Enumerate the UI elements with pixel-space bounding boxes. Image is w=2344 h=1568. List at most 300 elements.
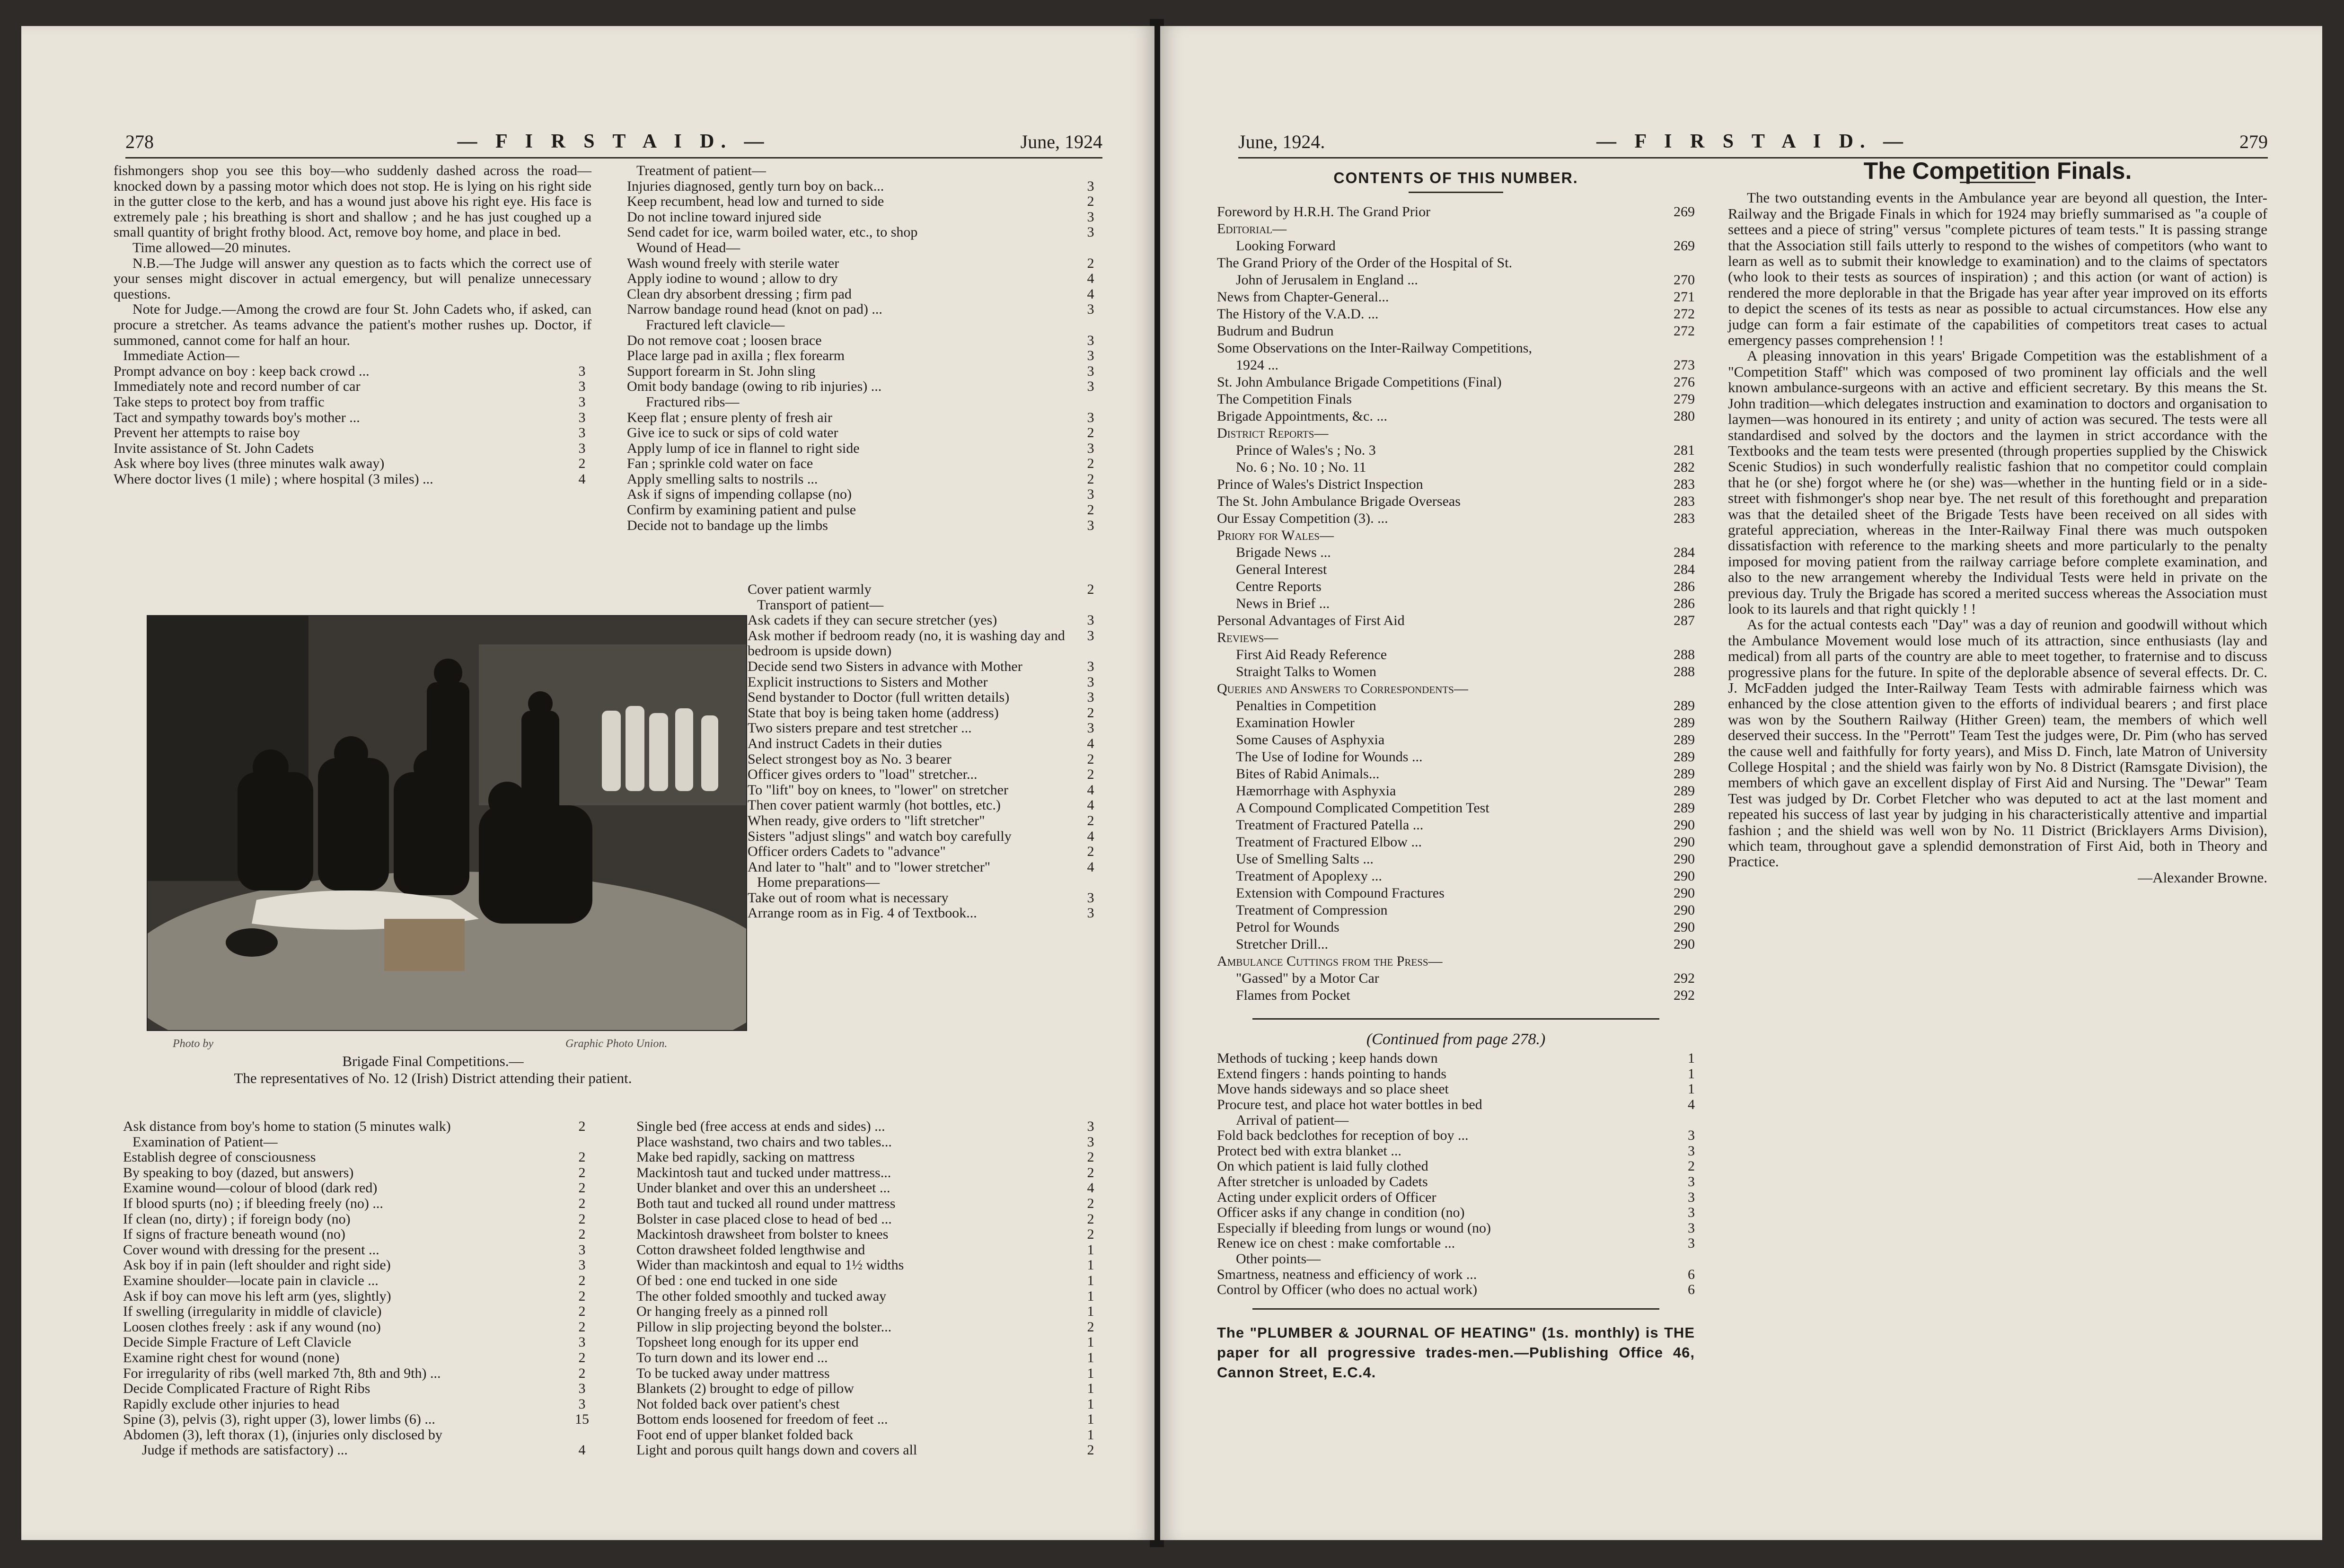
treatment-mark: 3 xyxy=(1087,487,1094,502)
treatment-text: Do not remove coat ; loosen brace xyxy=(627,333,822,348)
divider-rule xyxy=(1252,1018,1659,1020)
treatment-list xyxy=(627,163,1100,533)
continued-mark: 2 xyxy=(1688,1159,1695,1174)
contents-page: 269 xyxy=(1674,238,1695,254)
contents-item xyxy=(1217,272,1695,289)
contents-item xyxy=(1217,731,1695,749)
exam-item xyxy=(123,1289,591,1304)
bed-text: Or hanging freely as a pinned roll xyxy=(636,1304,828,1320)
transport-text: Explicit instructions to Sisters and Mother xyxy=(748,674,988,690)
continued-mark: 3 xyxy=(1688,1205,1695,1221)
transport-item xyxy=(748,875,1100,890)
time-allowed: Time allowed—20 minutes. xyxy=(132,239,291,255)
contents-item xyxy=(1217,885,1695,902)
bed-text: Under blanket and over this an undersheet ... xyxy=(636,1180,890,1196)
exam-mark: 2 xyxy=(578,1319,586,1335)
bed-text: To be tucked away under mattress xyxy=(636,1365,830,1381)
contents-page: 290 xyxy=(1674,936,1695,952)
action-mark: 3 xyxy=(578,440,586,456)
contents-text: Examination Howler xyxy=(1236,714,1355,731)
contents-text: First Aid Ready Reference xyxy=(1236,646,1387,662)
contents-page: 290 xyxy=(1674,851,1695,867)
exam-mark: 3 xyxy=(578,1242,586,1258)
transport-mark: 3 xyxy=(1087,690,1094,705)
exam-text: Decide Complicated Fracture of Right Ribs xyxy=(123,1381,370,1397)
plumber-journal-advert: The "PLUMBER & JOURNAL OF HEATING" (1s. monthly) is THE paper for all progressive trades-men.—Publishing Office 46, Cannon Street, E.C.4. xyxy=(1217,1324,1695,1381)
bed-text: Cotton drawsheet folded lengthwise and xyxy=(636,1242,865,1258)
contents-page: 289 xyxy=(1674,697,1695,714)
exam-mark: 2 xyxy=(578,1211,586,1227)
contents-text: Extension with Compound Fractures xyxy=(1236,885,1445,901)
transport-text: Decide send two Sisters in advance with Mother xyxy=(748,659,1022,674)
transport-mark: 4 xyxy=(1087,782,1094,798)
continued-item xyxy=(1217,1251,1695,1267)
issue-date: June, 1924 xyxy=(1020,131,1102,152)
contents-text: Prince of Wales's District Inspection xyxy=(1217,476,1423,492)
bed-item xyxy=(636,1150,1100,1165)
contents-text: Reviews— xyxy=(1217,629,1278,645)
continued-mark: 3 xyxy=(1688,1220,1695,1236)
bed-mark: 2 xyxy=(1087,1227,1094,1242)
photo-caption xyxy=(116,1053,750,1087)
transport-item xyxy=(748,844,1100,860)
contents-text: Ambulance Cuttings from the Press— xyxy=(1217,953,1443,969)
bed-item xyxy=(636,1381,1100,1397)
continued-item xyxy=(1217,1051,1695,1066)
page-number: 279 xyxy=(2239,131,2268,152)
contents-page: 290 xyxy=(1674,834,1695,850)
action-text: Tact and sympathy towards boy's mother ... xyxy=(114,410,360,425)
bed-item xyxy=(636,1304,1100,1320)
continued-mark: 3 xyxy=(1688,1128,1695,1144)
exam-mark: 2 xyxy=(578,1196,586,1211)
contents-item xyxy=(1217,578,1695,595)
bed-preparation-list xyxy=(636,1119,1100,1458)
contents-text: District Reports— xyxy=(1217,425,1329,441)
transport-mark: 2 xyxy=(1087,751,1094,767)
transport-item xyxy=(748,613,1100,628)
photo-credit-right: Graphic Photo Union. xyxy=(565,1038,668,1050)
treatment-text: Fractured ribs— xyxy=(646,394,740,410)
bed-mark: 1 xyxy=(1087,1365,1094,1381)
action-mark: 3 xyxy=(578,410,586,425)
contents-text: Prince of Wales's ; No. 3 xyxy=(1236,442,1376,458)
contents-item xyxy=(1217,442,1695,459)
exam-item xyxy=(123,1397,591,1412)
exam-item xyxy=(123,1258,591,1273)
bed-text: Of bed : one end tucked in one side xyxy=(636,1273,837,1288)
contents-item xyxy=(1217,306,1695,323)
bed-mark: 2 xyxy=(1087,1211,1094,1227)
treatment-text: Fan ; sprinkle cold water on face xyxy=(627,456,813,472)
left-page-header xyxy=(125,111,1102,159)
contents-page: 273 xyxy=(1674,357,1695,373)
bed-item xyxy=(636,1412,1100,1427)
contents-text: The Use of Iodine for Wounds ... xyxy=(1236,749,1423,765)
treatment-item xyxy=(627,317,1100,333)
contents-text: Flames from Pocket xyxy=(1236,987,1350,1003)
action-item xyxy=(114,441,591,457)
contents-item xyxy=(1217,561,1695,578)
bed-mark: 1 xyxy=(1087,1350,1094,1365)
exam-mark: 2 xyxy=(578,1365,586,1381)
left-column-upper xyxy=(114,163,591,487)
left-page xyxy=(21,26,1154,1540)
action-text: Prevent her attempts to raise boy xyxy=(114,425,300,441)
contents-page: 292 xyxy=(1674,987,1695,1003)
transport-mark: 3 xyxy=(1087,659,1094,674)
contents-item xyxy=(1217,970,1695,987)
contents-page: 283 xyxy=(1674,476,1695,492)
contents-item xyxy=(1217,936,1695,953)
contents-page: 290 xyxy=(1674,919,1695,935)
contents-page: 288 xyxy=(1674,663,1695,679)
treatment-item xyxy=(627,518,1100,534)
contents-page: 271 xyxy=(1674,289,1695,305)
bed-text: Mackintosh taut and tucked under mattress... xyxy=(636,1165,891,1180)
caption-line-2: The representatives of No. 12 (Irish) District attending their patient. xyxy=(234,1070,632,1086)
transport-mark: 4 xyxy=(1087,859,1094,875)
exam-item xyxy=(123,1135,591,1150)
article-column xyxy=(1728,158,2267,886)
contents-text: Some Causes of Asphyxia xyxy=(1236,731,1385,748)
continued-item xyxy=(1217,1113,1695,1128)
article-paragraph: As for the actual contests each "Day" was a day of reunion and goodwill without which the Ambulance Movement would lose much of its attraction, since enthusiasts (lay and medical) from all parts of the country are able to meet together, to fraternise and to discuss progressive plans for the future. In spite of the deplorable absence of several effects. Dr. C. J. McFadden judged the Inter-Railway Team Tests with admirable fairness which was enhanced by the close attention given to the efforts of individual bearers ; and first place was won by the Southern Railway (Hither Green) team, the members of which well deserved their success. In the "Perrott" Team Test the judges were, Dr. Pim (who has served the cause well and faithfully for forty years), and Miss D. Finch, late Matron of University College Hospital ; and the shield was fairly won by No. 8 District (Ramsgate Division), the members of which gave an excellent display of First Aid and Nursing. The "Dewar" Team Test was judged by Dr. Corbet Fletcher who was deputed to act at the last moment and repeated his success of last year by judging in his characteristically attentive and impartial fashion ; and the shield was well won by No. 11 District (Bricklayers Arms Division), which team, throughout gave a splendid demonstration of First Aid, both in Theory and Practice. xyxy=(1728,616,2267,870)
treatment-text: Keep recumbent, head low and turned to side xyxy=(627,194,884,210)
exam-item xyxy=(123,1366,591,1382)
transport-item xyxy=(748,705,1100,721)
journal-title: — F I R S T A I D. — xyxy=(1596,131,1910,152)
bed-text: Both taut and tucked all round under mattress xyxy=(636,1196,896,1211)
continued-text: Acting under explicit orders of Officer xyxy=(1217,1189,1436,1205)
contents-page: 280 xyxy=(1674,408,1695,424)
transport-text: And later to "halt" and to "lower stretcher" xyxy=(748,859,990,875)
treatment-text: Injuries diagnosed, gently turn boy on back... xyxy=(627,178,884,194)
treatment-item xyxy=(627,256,1100,272)
bed-mark: 1 xyxy=(1087,1304,1094,1320)
bed-text: Wider than mackintosh and equal to 1½ widths xyxy=(636,1258,904,1273)
treatment-mark: 4 xyxy=(1087,286,1094,302)
bed-text: Mackintosh drawsheet from bolster to knees xyxy=(636,1227,889,1242)
contents-item xyxy=(1217,493,1695,510)
contents-item xyxy=(1217,749,1695,766)
bed-mark: 3 xyxy=(1087,1119,1094,1134)
transport-mark: 2 xyxy=(1087,844,1094,860)
bed-mark: 1 xyxy=(1087,1242,1094,1258)
contents-text: "Gassed" by a Motor Car xyxy=(1236,970,1379,986)
continued-mark: 3 xyxy=(1688,1189,1695,1205)
exam-mark: 2 xyxy=(578,1180,586,1196)
continued-mark: 4 xyxy=(1688,1097,1695,1112)
photo-credit-left: Photo by xyxy=(173,1038,213,1050)
bed-item xyxy=(636,1196,1100,1212)
contents-page: 283 xyxy=(1674,510,1695,526)
contents-item xyxy=(1217,357,1695,374)
contents-text: Brigade News ... xyxy=(1236,544,1331,560)
contents-text: 1924 ... xyxy=(1236,357,1278,373)
treatment-item xyxy=(627,210,1100,225)
photo-illustration xyxy=(148,616,746,1030)
contents-item xyxy=(1217,851,1695,868)
bed-mark: 1 xyxy=(1087,1381,1094,1397)
treatment-item xyxy=(627,179,1100,194)
contents-text: Stretcher Drill... xyxy=(1236,936,1328,952)
bed-mark: 1 xyxy=(1087,1412,1094,1427)
contents-text: Foreword by H.R.H. The Grand Prior xyxy=(1217,203,1431,220)
exam-text: If clean (no, dirty) ; if foreign body (no) xyxy=(123,1211,351,1227)
contents-item xyxy=(1217,646,1695,663)
issue-date: June, 1924. xyxy=(1238,131,1325,152)
contents-page: 289 xyxy=(1674,731,1695,748)
transport-item xyxy=(748,628,1100,659)
contents-item xyxy=(1217,800,1695,817)
treatment-item xyxy=(627,425,1100,441)
treatment-mark: 2 xyxy=(1087,255,1094,271)
bed-text: Light and porous quilt hangs down and covers all xyxy=(636,1443,917,1458)
transport-mark: 4 xyxy=(1087,736,1094,751)
continued-text: Control by Officer (who does no actual work) xyxy=(1217,1282,1478,1298)
bed-item xyxy=(636,1366,1100,1382)
bed-text: Place washstand, two chairs and two tables... xyxy=(636,1134,892,1150)
bed-mark: 1 xyxy=(1087,1288,1094,1304)
action-text: Take steps to protect boy from traffic xyxy=(114,394,325,410)
transport-item xyxy=(748,659,1100,675)
contents-item xyxy=(1217,612,1695,629)
action-mark: 3 xyxy=(578,425,586,441)
bed-item xyxy=(636,1320,1100,1335)
bed-text: Pillow in slip projecting beyond the bolster... xyxy=(636,1319,892,1335)
exam-item xyxy=(123,1273,591,1289)
contents-text: The History of the V.A.D. ... xyxy=(1217,306,1379,322)
exam-item xyxy=(123,1196,591,1212)
bed-item xyxy=(636,1350,1100,1366)
transport-text: Sisters "adjust slings" and watch boy carefully xyxy=(748,828,1012,844)
treatment-text: Keep flat ; ensure plenty of fresh air xyxy=(627,410,832,425)
contents-item xyxy=(1217,714,1695,731)
contents-item xyxy=(1217,629,1695,646)
transport-item xyxy=(748,860,1100,875)
treatment-text: Place large pad in axilla ; flex forearm xyxy=(627,348,845,364)
continued-mark: 1 xyxy=(1688,1066,1695,1082)
bed-item xyxy=(636,1443,1100,1458)
article-title: The Competition Finals. xyxy=(1863,158,2132,184)
transport-text: To "lift" boy on knees, to "lower" on stretcher xyxy=(748,782,1008,798)
continued-mark: 6 xyxy=(1688,1282,1695,1298)
contents-item xyxy=(1217,203,1695,220)
continued-item xyxy=(1217,1190,1695,1206)
exam-item xyxy=(123,1119,591,1135)
contents-item xyxy=(1217,868,1695,885)
treatment-mark: 3 xyxy=(1087,518,1094,533)
treatment-text: Treatment of patient— xyxy=(636,163,766,178)
transport-text: Two sisters prepare and test stretcher ... xyxy=(748,721,972,736)
bed-item xyxy=(636,1135,1100,1150)
continued-text: After stretcher is unloaded by Cadets xyxy=(1217,1174,1428,1189)
treatment-text: Do not incline toward injured side xyxy=(627,209,821,225)
contents-item xyxy=(1217,919,1695,936)
exam-text: If signs of fracture beneath wound (no) xyxy=(123,1227,345,1242)
action-item xyxy=(114,410,591,426)
header-rule xyxy=(125,157,1102,159)
exam-text: Decide Simple Fracture of Left Clavicle xyxy=(123,1335,352,1350)
contents-item xyxy=(1217,391,1695,408)
treatment-item xyxy=(627,502,1100,518)
transport-text: When ready, give orders to "lift stretcher" xyxy=(748,813,985,828)
treatment-text: Apply lump of ice in flannel to right side xyxy=(627,440,860,456)
action-list xyxy=(114,364,591,487)
bed-text: Topsheet long enough for its upper end xyxy=(636,1335,859,1350)
action-text: Prompt advance on boy : keep back crowd ... xyxy=(114,363,370,379)
contents-text: John of Jerusalem in England ... xyxy=(1236,272,1418,288)
contents-text: Our Essay Competition (3). ... xyxy=(1217,510,1388,526)
divider-rule xyxy=(1252,1308,1659,1310)
continued-text: Methods of tucking ; keep hands down xyxy=(1217,1051,1438,1066)
action-text: Where doctor lives (1 mile) ; where hospital (3 miles) ... xyxy=(114,471,433,487)
treatment-mark: 2 xyxy=(1087,194,1094,210)
continued-item xyxy=(1217,1097,1695,1113)
contents-page: 270 xyxy=(1674,272,1695,288)
treatment-mark: 3 xyxy=(1087,363,1094,379)
action-item xyxy=(114,395,591,410)
contents-item xyxy=(1217,408,1695,425)
contents-page: 284 xyxy=(1674,561,1695,577)
transport-item xyxy=(748,783,1100,798)
bed-mark: 1 xyxy=(1087,1273,1094,1288)
contents-title: CONTENTS OF THIS NUMBER. xyxy=(1333,169,1578,186)
bed-item xyxy=(636,1212,1100,1227)
bed-text: Foot end of upper blanket folded back xyxy=(636,1427,854,1443)
contents-item xyxy=(1217,817,1695,834)
contents-page: 292 xyxy=(1674,970,1695,986)
bed-item xyxy=(636,1242,1100,1258)
treatment-text: Fractured left clavicle— xyxy=(646,317,785,333)
treatment-text: Support forearm in St. John sling xyxy=(627,363,816,379)
action-text: Ask where boy lives (three minutes walk away) xyxy=(114,456,385,472)
treatment-item xyxy=(627,441,1100,457)
treatment-text: Ask if signs of impending collapse (no) xyxy=(627,487,852,502)
transport-mark: 2 xyxy=(1087,705,1094,721)
transport-text: Officer gives orders to "load" stretcher... xyxy=(748,767,978,783)
article-paragraph: A pleasing innovation in this years' Brigade Competition was the establishment of a "Competition Staff" which was composed of two prominent lay officials and the well known ambulance-surgeons with an active and efficient secretary. By this means the St. John tradition—which delegates instruction and examination to doctors and organisation to laymen—was honoured in its entirety ; and unity of action was secured. The tests were all standardised and solved by the doctors and the laymen in strict accordance with the Textbooks and the team tests were presented (through properties supplied by the Chiswick Scenic Studios) in such wonderfully realistic fashion that no competitor could complain that he (or she) forgot where he (or she) was—whether in the hunting field or in a side-street with fishmonger's shop near bye. The net result of this forethought and preparation was that the detailed sheet of the Brigade Tests have been received on all sides with grateful appreciation, whereas in the Inter-Railway Final there was much outspoken dissatisfaction with reference to the marking sheets and more particularly to the penalty imposed for moving patient from the railway carriage before complete examination, and also to the new arrangement whereby the Individual Tests were held in private on the previous day. Truly the Brigade has scored a merited success whereas the Association must look to its laurels and that right quickly ! ! xyxy=(1728,347,2267,617)
contents-item xyxy=(1217,510,1695,527)
bed-item xyxy=(636,1335,1100,1350)
continued-text: Move hands sideways and so place sheet xyxy=(1217,1082,1449,1097)
treatment-item xyxy=(627,302,1100,317)
contents-page: 290 xyxy=(1674,868,1695,884)
contents-item xyxy=(1217,544,1695,561)
contents-text: Some Observations on the Inter-Railway Competitions, xyxy=(1217,340,1532,356)
exam-item xyxy=(123,1350,591,1366)
bed-item xyxy=(636,1165,1100,1181)
contents-item xyxy=(1217,595,1695,612)
contents-page: 290 xyxy=(1674,885,1695,901)
contents-item xyxy=(1217,663,1695,680)
contents-item xyxy=(1217,220,1695,238)
contents-item xyxy=(1217,459,1695,476)
transport-text: Home preparations— xyxy=(757,875,880,890)
contents-page: 286 xyxy=(1674,578,1695,594)
contents-text: Centre Reports xyxy=(1236,578,1322,594)
transport-item xyxy=(748,890,1100,906)
bed-mark: 3 xyxy=(1087,1134,1094,1150)
contents-item xyxy=(1217,987,1695,1004)
transport-list xyxy=(748,582,1100,921)
contents-text: The Grand Priory of the Order of the Hospital of St. xyxy=(1217,255,1513,271)
contents-item xyxy=(1217,953,1695,970)
exam-mark: 2 xyxy=(578,1165,586,1180)
contents-page: 284 xyxy=(1674,544,1695,560)
treatment-item xyxy=(627,333,1100,349)
continued-item xyxy=(1217,1082,1695,1097)
transport-item xyxy=(748,582,1100,598)
treatment-mark: 3 xyxy=(1087,379,1094,395)
treatment-item xyxy=(627,364,1100,379)
action-mark: 3 xyxy=(578,379,586,395)
treatment-mark: 4 xyxy=(1087,271,1094,287)
exam-item xyxy=(123,1427,591,1443)
transport-item xyxy=(748,675,1100,690)
treatment-item xyxy=(627,379,1100,395)
contents-text: Priory for Wales— xyxy=(1217,527,1334,543)
contents-item xyxy=(1217,323,1695,340)
scenario-paragraph: fishmongers shop you see this boy—who suddenly dashed across the road—knocked down by a passing motor which does not stop. He is lying on his right side in the gutter close to the kerb, and has a wound just above his right eye. His face is extremely pale ; his breathing is short and shallow ; and he has just coughed up a small quantity of bright frothy blood. Act, remove boy home, and place in bed. xyxy=(114,163,591,240)
contents-item xyxy=(1217,289,1695,306)
contents-page: 282 xyxy=(1674,459,1695,475)
exam-mark: 4 xyxy=(578,1443,586,1458)
treatment-item xyxy=(627,163,1100,179)
continued-text: On which patient is laid fully clothed xyxy=(1217,1159,1428,1174)
exam-item xyxy=(123,1304,591,1320)
bed-text: Make bed rapidly, sacking on mattress xyxy=(636,1150,855,1165)
right-page xyxy=(1160,26,2322,1540)
exam-text: Cover wound with dressing for the present ... xyxy=(123,1242,379,1258)
transport-mark: 3 xyxy=(1087,628,1094,643)
contents-text: Treatment of Compression xyxy=(1236,902,1388,918)
transport-item xyxy=(748,813,1100,829)
exam-mark: 15 xyxy=(575,1412,589,1427)
action-text: Immediately note and record number of car xyxy=(114,379,361,395)
continued-item xyxy=(1217,1128,1695,1144)
treatment-mark: 2 xyxy=(1087,471,1094,487)
treatment-text: Give ice to suck or sips of cold water xyxy=(627,425,838,441)
contents-text: Penalties in Competition xyxy=(1236,697,1376,714)
continued-text: Smartness, neatness and efficiency of work ... xyxy=(1217,1267,1477,1282)
contents-text: News from Chapter-General... xyxy=(1217,289,1389,305)
bed-mark: 2 xyxy=(1087,1165,1094,1180)
transport-mark: 2 xyxy=(1087,582,1094,597)
treatment-mark: 2 xyxy=(1087,502,1094,518)
exam-mark: 2 xyxy=(578,1350,586,1365)
bed-mark: 4 xyxy=(1087,1180,1094,1196)
continued-text: Officer asks if any change in condition (no) xyxy=(1217,1205,1465,1221)
transport-item xyxy=(748,721,1100,736)
continued-item xyxy=(1217,1282,1695,1298)
contents-text: Hæmorrhage with Asphyxia xyxy=(1236,783,1396,799)
treatment-item xyxy=(627,472,1100,487)
bed-mark: 1 xyxy=(1087,1396,1094,1412)
contents-text: Treatment of Apoplexy ... xyxy=(1236,868,1382,884)
continued-item xyxy=(1217,1066,1695,1082)
contents-text: Petrol for Wounds xyxy=(1236,919,1339,935)
bed-item xyxy=(636,1227,1100,1242)
contents-page: 287 xyxy=(1674,612,1695,628)
bed-text: The other folded smoothly and tucked away xyxy=(636,1288,887,1304)
bed-item xyxy=(636,1427,1100,1443)
treatment-text: Omit body bandage (owing to rib injuries) ... xyxy=(627,379,882,395)
exam-mark: 2 xyxy=(578,1227,586,1242)
exam-mark: 3 xyxy=(578,1381,586,1397)
bed-mark: 1 xyxy=(1087,1335,1094,1350)
